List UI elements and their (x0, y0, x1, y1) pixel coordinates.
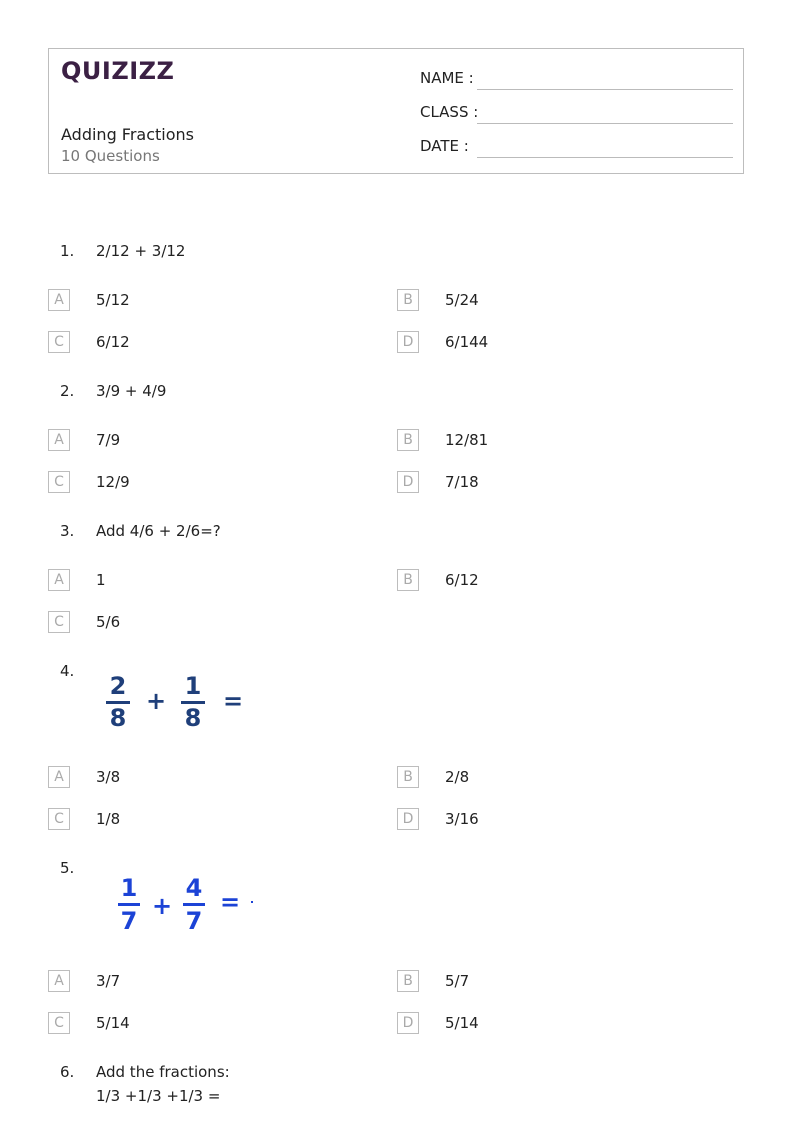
fraction-denominator: 7 (120, 907, 138, 935)
option-letter: A (48, 970, 70, 992)
question-number: 1. (60, 242, 75, 260)
date-line (477, 157, 733, 158)
fraction-equation-image (100, 668, 250, 734)
stray-dot (251, 901, 253, 903)
fraction-denominator: 7 (185, 907, 203, 935)
name-line (477, 89, 733, 90)
option-letter: D (397, 471, 419, 493)
option-text: 3/16 (445, 810, 479, 828)
fraction-denominator: 8 (184, 704, 202, 732)
class-label: CLASS : (420, 103, 479, 121)
option-letter: D (397, 1012, 419, 1034)
class-line (477, 123, 733, 124)
fraction-equation-image (112, 870, 262, 936)
date-label: DATE : (420, 137, 469, 155)
fraction-numerator: 1 (184, 672, 202, 700)
option-text: 1 (96, 571, 106, 589)
equals-sign: = (219, 888, 241, 916)
worksheet-header (48, 48, 744, 174)
option-text: 5/14 (96, 1014, 130, 1032)
option-text: 7/9 (96, 431, 121, 449)
worksheet-title: Adding Fractions (61, 125, 195, 144)
plus-sign: + (151, 892, 173, 920)
equals-sign: = (222, 687, 244, 715)
option-text: 12/81 (445, 431, 489, 449)
option-text: 5/6 (96, 613, 121, 631)
fraction-bar (183, 903, 205, 906)
option-letter: A (48, 569, 70, 591)
fraction-numerator: 2 (109, 672, 127, 700)
question-number: 2. (60, 382, 75, 400)
fraction-bar (118, 903, 140, 906)
option-letter: C (48, 331, 70, 353)
question-text: Add 4/6 + 2/6=? (96, 522, 221, 540)
option-letter: D (397, 808, 419, 830)
option-text: 5/7 (445, 972, 470, 990)
option-letter: A (48, 766, 70, 788)
option-letter: B (397, 569, 419, 591)
option-text: 1/8 (96, 810, 121, 828)
option-text: 5/24 (445, 291, 479, 309)
question-text-line-2: 1/3 +1/3 +1/3 = (96, 1087, 221, 1105)
option-text: 5/12 (96, 291, 130, 309)
option-letter: D (397, 331, 419, 353)
question-number: 3. (60, 522, 75, 540)
plus-sign: + (145, 687, 167, 715)
question-text: Add the fractions: (96, 1063, 230, 1081)
question-number: 4. (60, 662, 75, 680)
option-text: 3/8 (96, 768, 121, 786)
option-letter: C (48, 471, 70, 493)
option-letter: C (48, 611, 70, 633)
quizizz-logo: QUIZIZZ (61, 57, 175, 85)
option-letter: B (397, 429, 419, 451)
option-text: 6/12 (445, 571, 479, 589)
option-letter: A (48, 429, 70, 451)
option-letter: C (48, 1012, 70, 1034)
fraction-numerator: 1 (120, 874, 138, 902)
option-text: 6/144 (445, 333, 489, 351)
option-text: 2/8 (445, 768, 470, 786)
option-text: 12/9 (96, 473, 130, 491)
name-label: NAME : (420, 69, 474, 87)
option-letter: B (397, 970, 419, 992)
question-count: 10 Questions (61, 147, 160, 165)
fraction-numerator: 4 (185, 874, 203, 902)
fraction-denominator: 8 (109, 704, 127, 732)
option-letter: A (48, 289, 70, 311)
option-letter: B (397, 766, 419, 788)
question-number: 5. (60, 859, 75, 877)
option-text: 3/7 (96, 972, 121, 990)
option-text: 6/12 (96, 333, 130, 351)
option-letter: C (48, 808, 70, 830)
question-text: 3/9 + 4/9 (96, 382, 167, 400)
question-text: 2/12 + 3/12 (96, 242, 186, 260)
question-number: 6. (60, 1063, 75, 1081)
option-letter: B (397, 289, 419, 311)
option-text: 7/18 (445, 473, 479, 491)
option-text: 5/14 (445, 1014, 479, 1032)
